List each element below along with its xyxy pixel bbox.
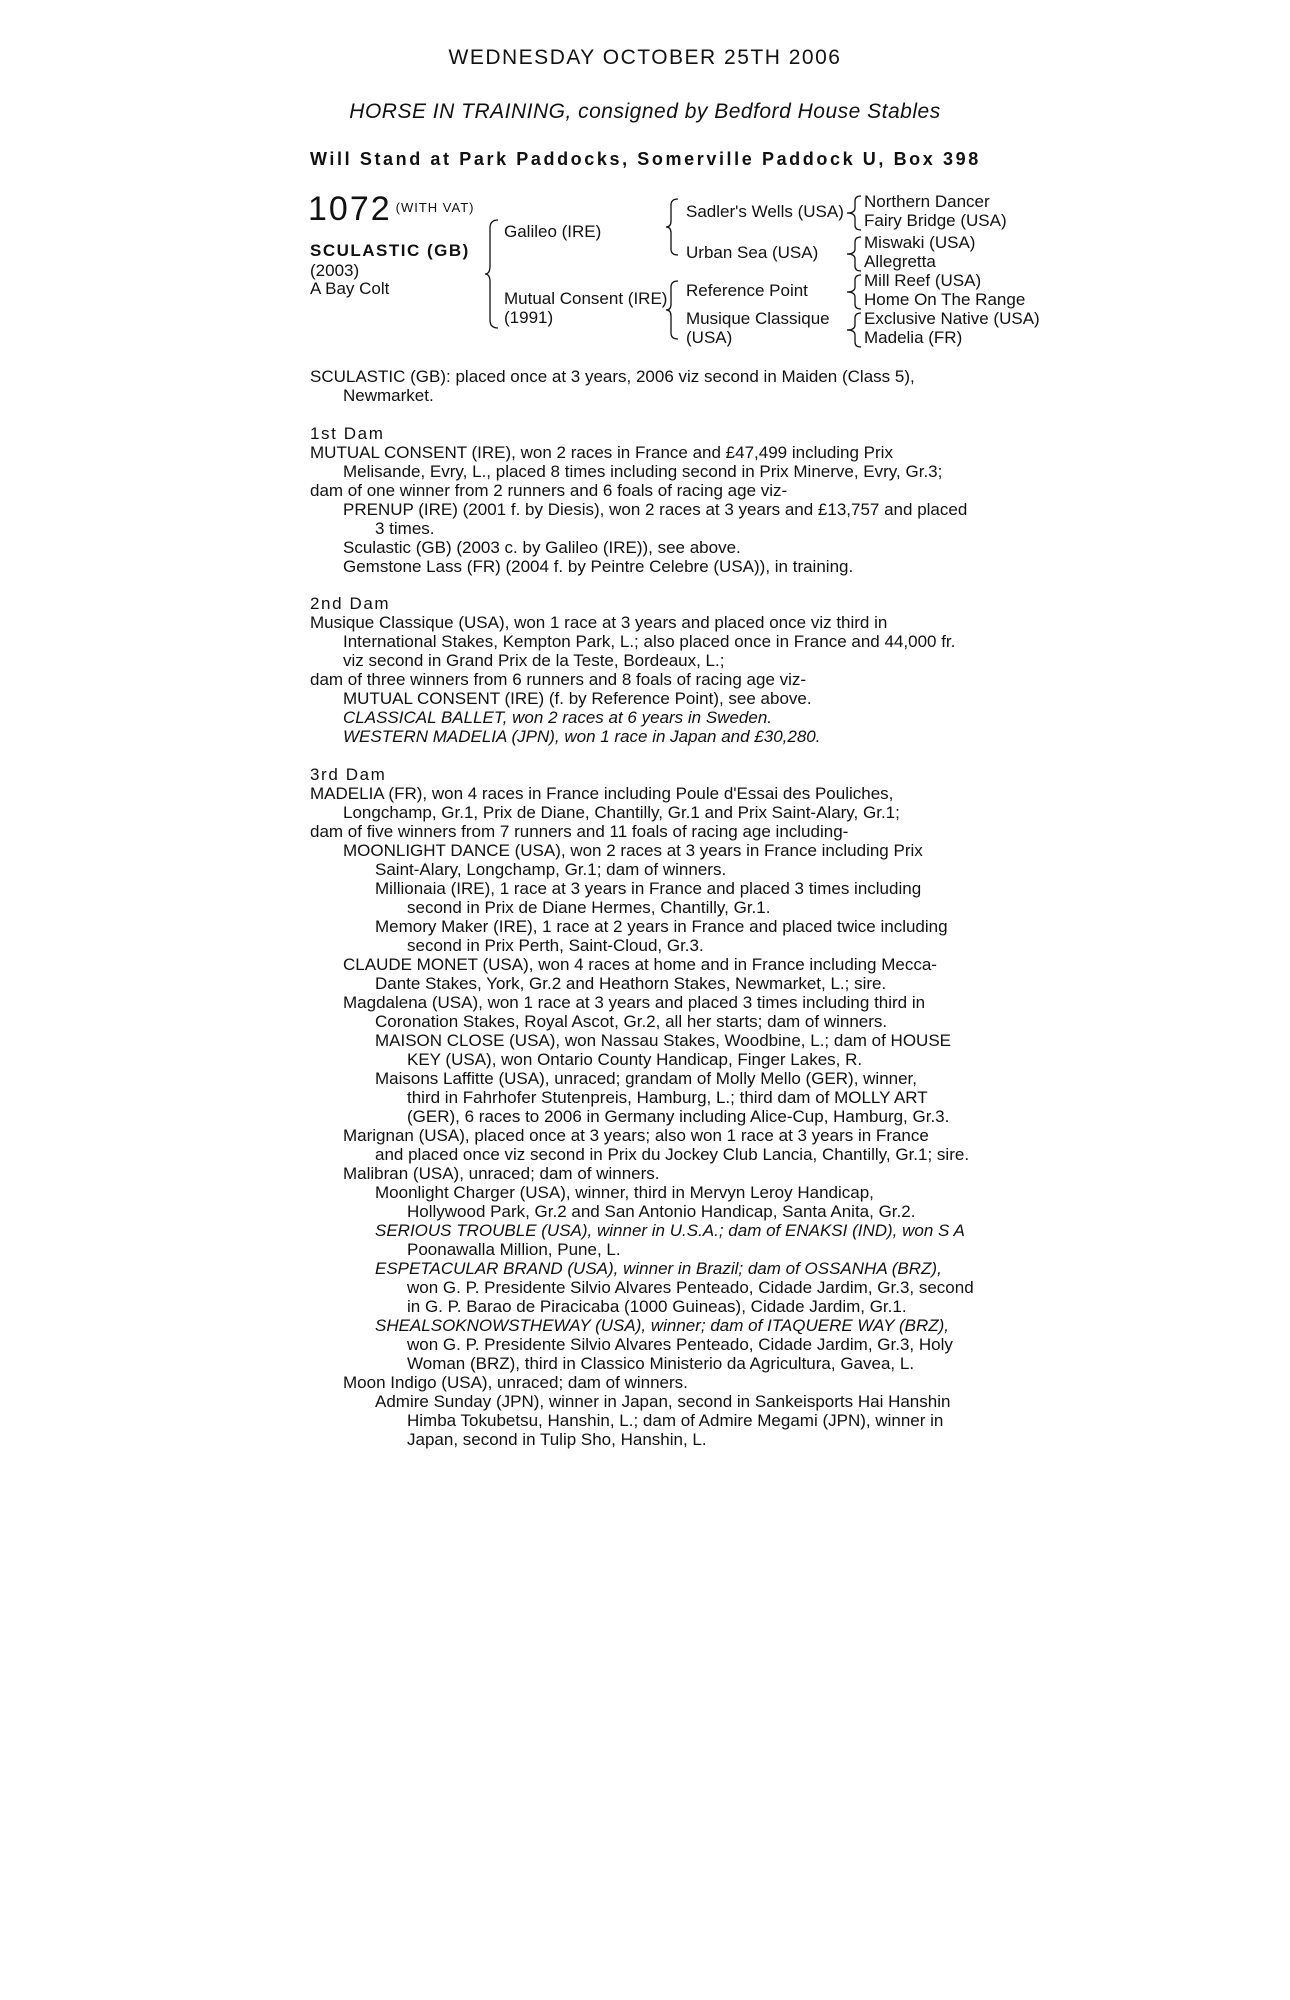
dam-dam-sire: Exclusive Native (USA) xyxy=(864,309,1040,328)
dam-dam-dam: Madelia (FR) xyxy=(864,328,963,347)
pedigree-brace-7 xyxy=(845,311,865,349)
third-dam-line: MADELIA (FR), won 4 races in France including Poule d'Essai des Pouliches, xyxy=(310,784,894,803)
third-dam-line: CLAUDE MONET (USA), won 4 races at home and in France including Mecca- xyxy=(343,955,937,974)
third-dam-line: Longchamp, Gr.1, Prix de Diane, Chantilly, Gr.1 and Prix Saint-Alary, Gr.1; xyxy=(343,803,900,822)
race-record-line-2: Newmarket. xyxy=(343,386,434,405)
horse-name: SCULASTIC (GB) xyxy=(310,241,470,260)
third-dam-line: MOONLIGHT DANCE (USA), won 2 races at 3 years in France including Prix xyxy=(343,841,923,860)
third-dam-line: Saint-Alary, Longchamp, Gr.1; dam of winners. xyxy=(375,860,727,879)
second-dam-line-1: Musique Classique (USA), won 1 race at 3 years and placed once viz third in xyxy=(310,613,888,632)
third-dam-line: MAISON CLOSE (USA), won Nassau Stakes, Woodbine, L.; dam of HOUSE xyxy=(375,1031,952,1050)
dam-sire: Reference Point xyxy=(686,281,808,300)
third-dam-line: second in Prix Perth, Saint-Cloud, Gr.3. xyxy=(407,936,704,955)
first-dam-line-7: Gemstone Lass (FR) (2004 f. by Peintre Celebre (USA)), in training. xyxy=(343,557,854,576)
first-dam-section xyxy=(310,424,984,576)
third-dam-line: Maisons Laffitte (USA), unraced; grandam of Molly Mello (GER), winner, xyxy=(375,1069,918,1088)
pedigree-brace-2 xyxy=(665,197,681,257)
sire-dam: Urban Sea (USA) xyxy=(686,243,819,262)
race-record-line-1: SCULASTIC (GB): placed once at 3 years, 2006 viz second in Maiden (Class 5), xyxy=(310,367,915,386)
third-dam-line: won G. P. Presidente Silvio Alvares Penteado, Cidade Jardim, Gr.3, second xyxy=(407,1278,974,1297)
dam-dam: Musique Classique xyxy=(686,309,830,328)
third-dam-line: Millionaia (IRE), 1 race at 3 years in France and placed 3 times including xyxy=(375,879,922,898)
third-dam-line: dam of five winners from 7 runners and 11 foals of racing age including- xyxy=(310,822,849,841)
first-dam-heading: 1st Dam xyxy=(310,424,385,443)
second-dam-line-4: dam of three winners from 6 runners and 8 foals of racing age viz- xyxy=(310,670,807,689)
third-dam-line: won G. P. Presidente Silvio Alvares Penteado, Cidade Jardim, Gr.3, Holy xyxy=(407,1335,953,1354)
third-dam-line: Malibran (USA), unraced; dam of winners. xyxy=(343,1164,660,1183)
third-dam-line: Dante Stakes, York, Gr.2 and Heathorn Stakes, Newmarket, L.; sire. xyxy=(375,974,887,993)
sire: Galileo (IRE) xyxy=(504,222,602,241)
race-record xyxy=(310,367,984,405)
second-dam-section xyxy=(310,594,984,746)
vat-note: (WITH VAT) xyxy=(395,200,475,215)
third-dam-line: Himba Tokubetsu, Hanshin, L.; dam of Admire Megami (JPN), winner in xyxy=(407,1411,944,1430)
horse-description: A Bay Colt xyxy=(310,279,390,298)
sire-dam-dam: Allegretta xyxy=(864,252,936,271)
second-dam-line-6: CLASSICAL BALLET, won 2 races at 6 years in Sweden. xyxy=(343,708,773,727)
pedigree-brace-3 xyxy=(665,279,681,341)
first-dam-line-5: 3 times. xyxy=(375,519,435,538)
third-dam-line: SERIOUS TROUBLE (USA), winner in U.S.A.; dam of ENAKSI (IND), won S A xyxy=(375,1221,965,1240)
third-dam-line: second in Prix de Diane Hermes, Chantilly, Gr.1. xyxy=(407,898,771,917)
first-dam-line-4: PRENUP (IRE) (2001 f. by Diesis), won 2 races at 3 years and £13,757 and placed xyxy=(343,500,968,519)
third-dam-line: Woman (BRZ), third in Classico Ministerio da Agricultura, Gavea, L. xyxy=(407,1354,915,1373)
stand-location: Will Stand at Park Paddocks, Somerville Paddock U, Box 398 xyxy=(310,149,981,169)
first-dam-line-6: Sculastic (GB) (2003 c. by Galileo (IRE)), see above. xyxy=(343,538,741,557)
third-dam-line: Magdalena (USA), won 1 race at 3 years and placed 3 times including third in xyxy=(343,993,926,1012)
sire-dam-sire: Miswaki (USA) xyxy=(864,233,976,252)
dam-sire-sire: Mill Reef (USA) xyxy=(864,271,982,290)
sire-sire-sire: Northern Dancer xyxy=(864,192,990,211)
third-dam-line: Moon Indigo (USA), unraced; dam of winners. xyxy=(343,1373,688,1392)
sire-sire: Sadler's Wells (USA) xyxy=(686,202,844,221)
pedigree-brace-6 xyxy=(845,273,865,311)
third-dam-line: Coronation Stakes, Royal Ascot, Gr.2, all her starts; dam of winners. xyxy=(375,1012,888,1031)
pedigree-brace-5 xyxy=(845,235,865,273)
sale-date: WEDNESDAY OCTOBER 25TH 2006 xyxy=(448,46,842,69)
second-dam-line-5: MUTUAL CONSENT (IRE) (f. by Reference Point), see above. xyxy=(343,689,812,708)
third-dam-line: Japan, second in Tulip Sho, Hanshin, L. xyxy=(407,1430,707,1449)
pedigree-brace-1 xyxy=(484,218,502,330)
first-dam-line-1: MUTUAL CONSENT (IRE), won 2 races in France and £47,499 including Prix xyxy=(310,443,893,462)
third-dam-line: Memory Maker (IRE), 1 race at 2 years in France and placed twice including xyxy=(375,917,948,936)
dam-sire-dam: Home On The Range xyxy=(864,290,1026,309)
lot-number-block xyxy=(308,190,474,229)
third-dam-line: in G. P. Barao de Piracicaba (1000 Guineas), Cidade Jardim, Gr.1. xyxy=(407,1297,907,1316)
dam: Mutual Consent (IRE) xyxy=(504,289,668,308)
sire-sire-dam: Fairy Bridge (USA) xyxy=(864,211,1007,230)
lot-number: 1072 xyxy=(308,190,392,228)
pedigree-brace-4 xyxy=(845,194,865,232)
third-dam-line: KEY (USA), won Ontario County Handicap, Finger Lakes, R. xyxy=(407,1050,863,1069)
horse-year: (2003) xyxy=(310,261,360,280)
second-dam-line-3: viz second in Grand Prix de la Teste, Bordeaux, L.; xyxy=(343,651,725,670)
third-dam-heading: 3rd Dam xyxy=(310,765,387,784)
dam-dam-origin: (USA) xyxy=(686,328,733,347)
third-dam-section xyxy=(310,765,984,1449)
second-dam-line-7: WESTERN MADELIA (JPN), won 1 race in Japan and £30,280. xyxy=(343,727,821,746)
second-dam-line-2: International Stakes, Kempton Park, L.; also placed once in France and 44,000 fr. xyxy=(343,632,956,651)
third-dam-line: and placed once viz second in Prix du Jockey Club Lancia, Chantilly, Gr.1; sire. xyxy=(375,1145,970,1164)
first-dam-line-2: Melisande, Evry, L., placed 8 times including second in Prix Minerve, Evry, Gr.3; xyxy=(343,462,943,481)
third-dam-line: Hollywood Park, Gr.2 and San Antonio Handicap, Santa Anita, Gr.2. xyxy=(407,1202,916,1221)
third-dam-line: ESPETACULAR BRAND (USA), winner in Brazil; dam of OSSANHA (BRZ), xyxy=(375,1259,942,1278)
second-dam-heading: 2nd Dam xyxy=(310,594,391,613)
third-dam-line: SHEALSOKNOWSTHEWAY (USA), winner; dam of ITAQUERE WAY (BRZ), xyxy=(375,1316,950,1335)
third-dam-line: Moonlight Charger (USA), winner, third in Mervyn Leroy Handicap, xyxy=(375,1183,874,1202)
third-dam-line: Marignan (USA), placed once at 3 years; also won 1 race at 3 years in France xyxy=(343,1126,929,1145)
third-dam-line: Admire Sunday (JPN), winner in Japan, second in Sankeisports Hai Hanshin xyxy=(375,1392,951,1411)
consignment-subtitle: HORSE IN TRAINING, consigned by Bedford House Stables xyxy=(349,100,941,123)
first-dam-line-3: dam of one winner from 2 runners and 6 foals of racing age viz- xyxy=(310,481,788,500)
third-dam-line: Poonawalla Million, Pune, L. xyxy=(407,1240,621,1259)
dam-year: (1991) xyxy=(504,308,554,327)
third-dam-line: third in Fahrhofer Stutenpreis, Hamburg, L.; third dam of MOLLY ART xyxy=(407,1088,928,1107)
third-dam-line: (GER), 6 races to 2006 in Germany including Alice-Cup, Hamburg, Gr.3. xyxy=(407,1107,950,1126)
